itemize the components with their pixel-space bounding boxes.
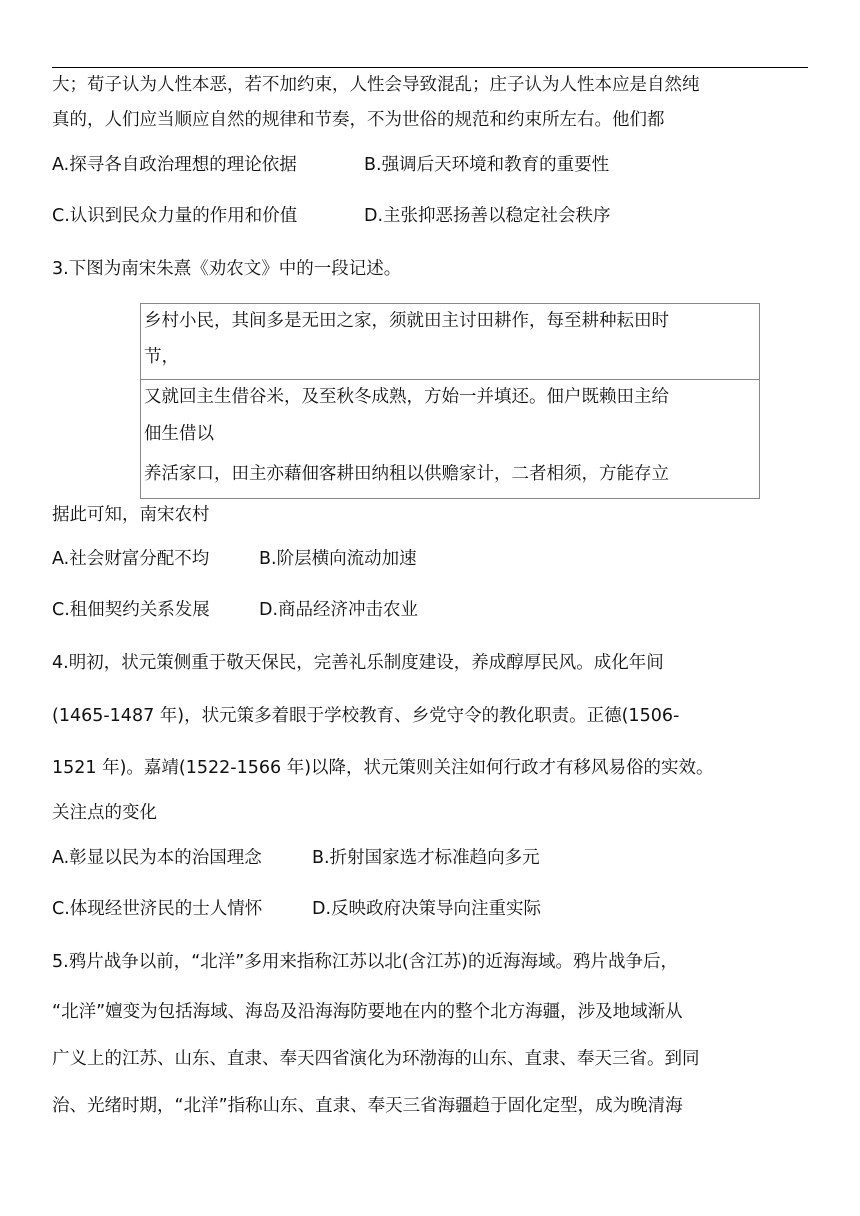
passage-line: 真的，人们应当顺应自然的规律和节奏，不为世俗的规范和约束所左右。他们都 (52, 110, 665, 130)
question-prompt: 关注点的变化 (52, 803, 157, 823)
option-b: B.强调后天环境和教育的重要性 (364, 155, 610, 175)
option-c: C.体现经世济民的士人情怀 (52, 899, 263, 919)
option-d: D.商品经济冲击农业 (259, 600, 419, 620)
table-divider (141, 379, 759, 380)
question-stem: 1521 年)。嘉靖(1522-1566 年)以降，状元策则关注如何行政才有移风易俗的实效。 (52, 758, 714, 778)
question-stem: 4.明初，状元策侧重于敬天保民，完善礼乐制度建设，养成醇厚民风。成化年间 (52, 653, 664, 673)
passage-line: 大；荀子认为人性本恶，若不加约束，人性会导致混乱；庄子认为人性本应是自然纯 (52, 75, 700, 95)
quote-line: 又就回主生借谷米，及至秋冬成熟，方始一并填还。佃户既赖田主给 (144, 387, 669, 407)
question-stem: 广义上的江苏、山东、直隶、奉天四省演化为环渤海的山东、直隶、奉天三省。到同 (52, 1049, 700, 1069)
question-stem: 5.鸦片战争以前，“北洋”多用来指称江苏以北(含江苏)的近海海域。鸦片战争后， (52, 952, 678, 972)
option-b: B.阶层横向流动加速 (259, 549, 417, 569)
question-stem: (1465-1487 年)，状元策多着眼于学校教育、乡党守令的教化职责。正德(1506- (52, 706, 680, 726)
header-rule (52, 67, 808, 68)
option-a: A.彰显以民为本的治国理念 (52, 848, 262, 868)
option-c: C.认识到民众力量的作用和价值 (52, 206, 298, 226)
question-stem: 3.下图为南宋朱熹《劝农文》中的一段记述。 (52, 259, 402, 279)
question-stem: “北洋”嬗变为包括海域、海岛及沿海海防要地在内的整个北方海疆，涉及地域渐从 (52, 1002, 683, 1022)
option-c: C.租佃契约关系发展 (52, 600, 210, 620)
option-b: B.折射国家选才标准趋向多元 (312, 848, 540, 868)
quote-line: 佃生借以 (144, 424, 214, 444)
quote-table (140, 303, 760, 499)
quote-line: 节， (144, 347, 179, 367)
quote-line: 养活家口，田主亦藉佃客耕田纳租以供赡家计，二者相须，方能存立 (144, 464, 669, 484)
quote-line: 乡村小民，其间多是无田之家，须就田主讨田耕作，每至耕种耘田时 (144, 311, 669, 331)
option-a: A.社会财富分配不均 (52, 549, 210, 569)
question-stem: 治、光绪时期，“北洋”指称山东、直隶、奉天三省海疆趋于固化定型，成为晚清海 (52, 1096, 683, 1116)
question-prompt: 据此可知，南宋农村 (52, 505, 210, 525)
option-d: D.主张抑恶扬善以稳定社会秩序 (364, 206, 611, 226)
option-d: D.反映政府决策导向注重实际 (312, 899, 542, 919)
option-a: A.探寻各自政治理想的理论依据 (52, 155, 297, 175)
